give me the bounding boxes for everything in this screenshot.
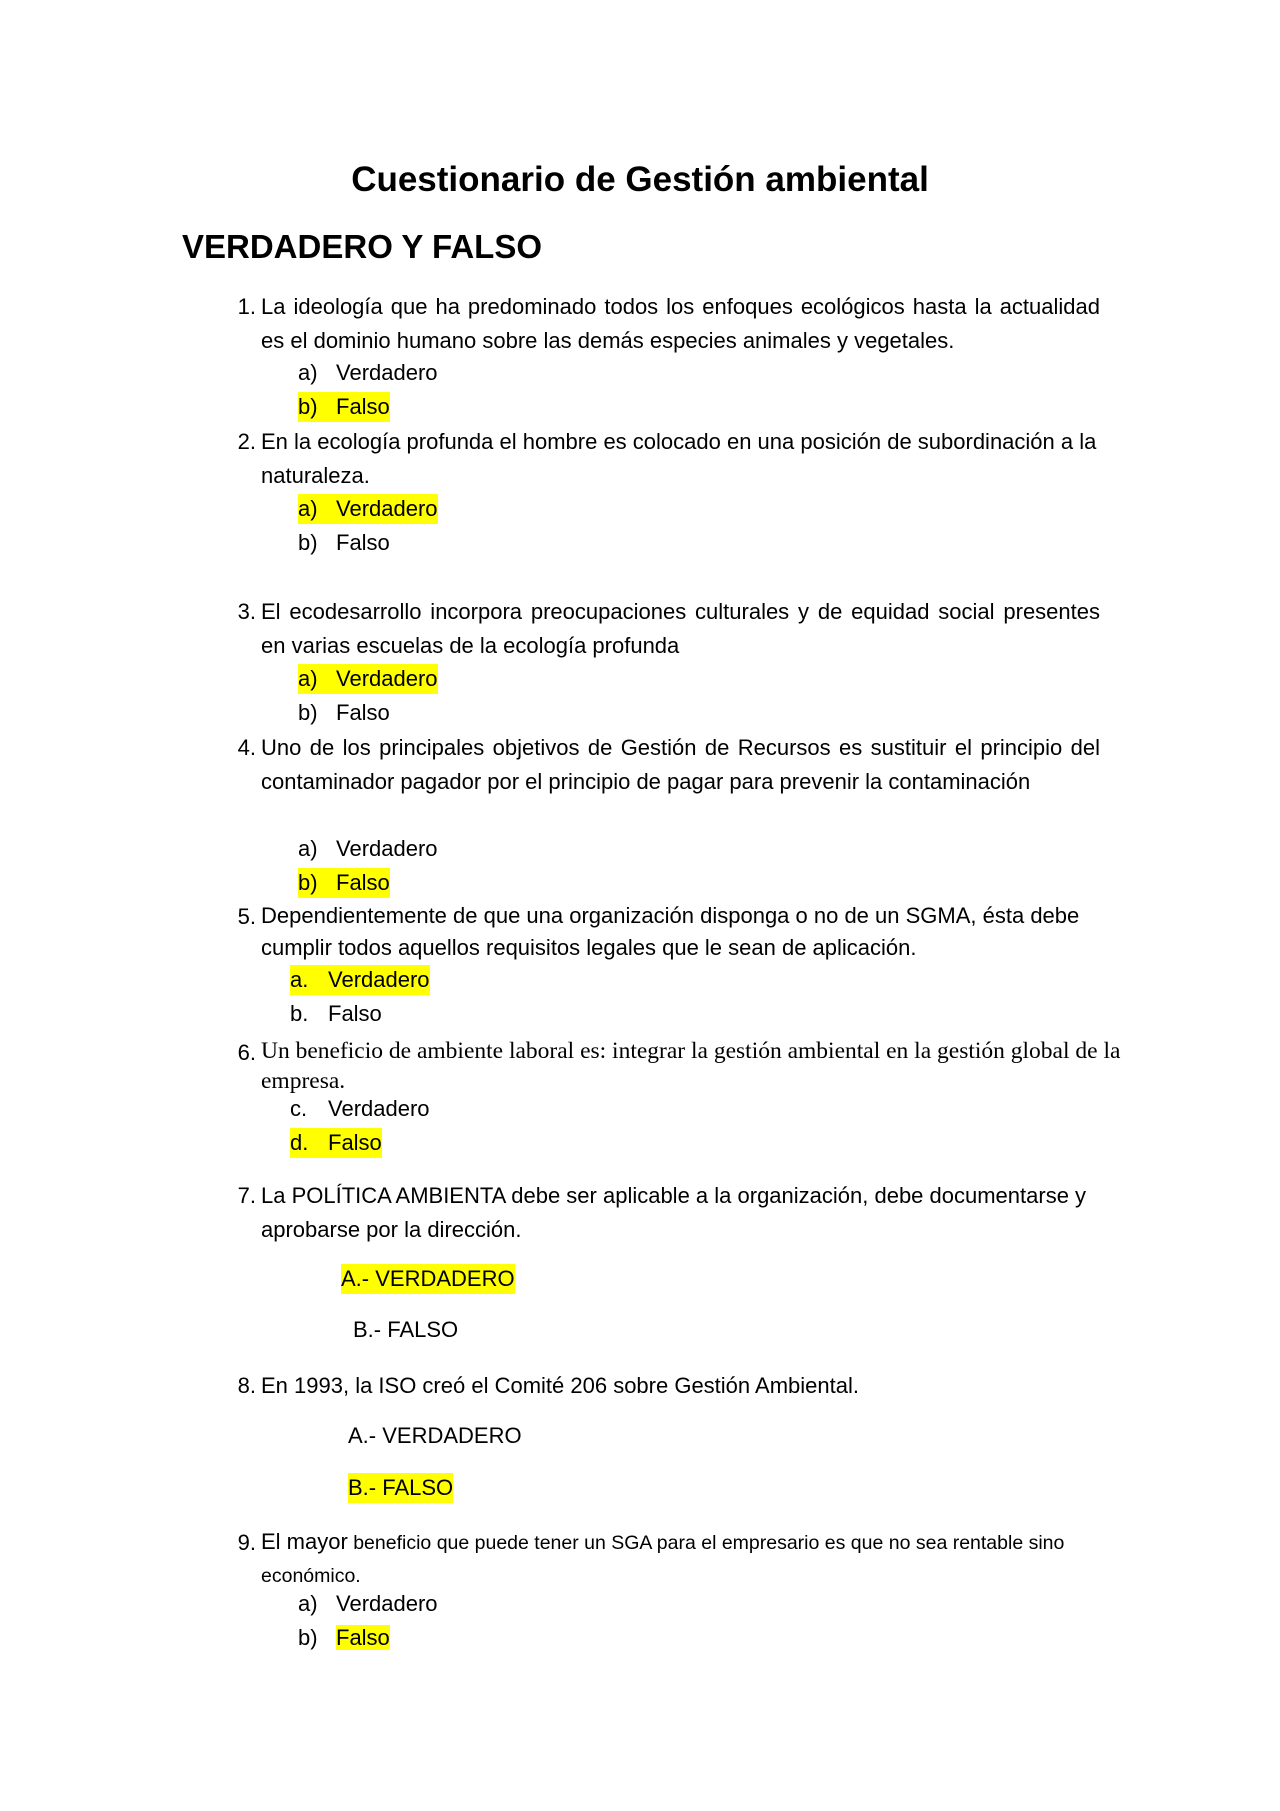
question-2 bbox=[222, 425, 1100, 493]
question-text: En la ecología profunda el hombre es colocado en una posición de subordinación a la naturaleza. bbox=[261, 429, 1097, 488]
page-title: Cuestionario de Gestión ambiental bbox=[351, 160, 929, 199]
question-6 bbox=[222, 1036, 1121, 1096]
option-4a bbox=[298, 834, 438, 864]
option-label: Falso bbox=[336, 870, 390, 895]
option-9b bbox=[298, 1623, 390, 1653]
option-label: Verdadero bbox=[328, 967, 430, 992]
option-label: Falso bbox=[328, 1130, 382, 1155]
option-marker: b) bbox=[298, 1625, 318, 1650]
option-marker: d. bbox=[290, 1130, 309, 1155]
option-3b bbox=[298, 698, 390, 728]
option-7a-highlighted: A.- VERDADERO bbox=[341, 1264, 515, 1294]
question-4 bbox=[222, 731, 1100, 799]
option-marker: a) bbox=[298, 496, 318, 521]
option-2a-highlighted bbox=[298, 494, 438, 524]
option-5a-highlighted bbox=[290, 965, 430, 995]
option-3a-highlighted bbox=[298, 664, 438, 694]
question-number: 1. bbox=[237, 294, 256, 319]
section-heading: VERDADERO Y FALSO bbox=[182, 228, 543, 265]
question-text-lead: El mayor bbox=[261, 1529, 348, 1554]
option-marker: b) bbox=[298, 394, 318, 419]
question-number: 4. bbox=[237, 735, 256, 760]
option-6c bbox=[290, 1094, 430, 1124]
option-9a bbox=[298, 1589, 438, 1619]
question-number: 6. bbox=[237, 1040, 256, 1065]
option-label: Falso bbox=[336, 530, 390, 555]
option-5b bbox=[290, 999, 382, 1029]
option-marker: b) bbox=[298, 870, 318, 895]
option-label: Verdadero bbox=[336, 360, 438, 385]
option-marker: a) bbox=[298, 666, 318, 691]
question-text: La POLÍTICA AMBIENTA debe ser aplicable a la organización, debe documentarse y aprobarse por la dirección. bbox=[261, 1183, 1087, 1242]
option-1b-highlighted bbox=[298, 392, 390, 422]
question-number: 5. bbox=[237, 904, 256, 929]
option-label: Verdadero bbox=[328, 1096, 430, 1121]
question-text: El ecodesarrollo incorpora preocupaciones culturales y de equidad social presentes en varias escuelas de la ecología profunda bbox=[261, 599, 1100, 658]
question-text-rest: beneficio que puede tener un SGA para el empresario es que no sea rentable sino económico. bbox=[261, 1532, 1065, 1587]
option-marker: a) bbox=[298, 1591, 318, 1616]
question-number: 9. bbox=[237, 1530, 256, 1555]
question-5 bbox=[222, 900, 1100, 964]
question-8 bbox=[222, 1369, 1100, 1403]
option-8a: A.- VERDADERO bbox=[348, 1423, 522, 1448]
option-marker: b) bbox=[298, 530, 318, 555]
option-1a bbox=[298, 358, 438, 388]
option-label: Verdadero bbox=[336, 666, 438, 691]
option-label-highlighted: Falso bbox=[336, 1625, 390, 1650]
question-9 bbox=[222, 1526, 1100, 1592]
option-marker: b. bbox=[290, 1001, 309, 1026]
question-text: Dependientemente de que una organización disponga o no de un SGMA, ésta debe cumplir todos aquellos requisitos legales que le sean de aplicación. bbox=[261, 903, 1080, 960]
option-marker: a) bbox=[298, 836, 318, 861]
question-number: 8. bbox=[237, 1373, 256, 1398]
question-text: En 1993, la ISO creó el Comité 206 sobre Gestión Ambiental. bbox=[261, 1373, 859, 1398]
question-text: Un beneficio de ambiente laboral es: integrar la gestión ambiental en la gestión global de la empresa. bbox=[261, 1038, 1121, 1094]
option-marker: a. bbox=[290, 967, 309, 992]
question-text: Uno de los principales objetivos de Gestión de Recursos es sustituir el principio del contaminador pagador por el principio de pagar para prevenir la contaminación bbox=[261, 735, 1100, 794]
question-text bbox=[261, 1526, 1100, 1592]
option-8b-highlighted: B.- FALSO bbox=[348, 1473, 453, 1503]
question-number: 7. bbox=[237, 1183, 256, 1208]
option-7b: B.- FALSO bbox=[353, 1317, 459, 1342]
option-label: Verdadero bbox=[336, 1591, 438, 1616]
option-marker: a) bbox=[298, 360, 318, 385]
option-4b-highlighted bbox=[298, 868, 390, 898]
question-1 bbox=[222, 290, 1100, 358]
option-label: Falso bbox=[328, 1001, 382, 1026]
option-label: Falso bbox=[336, 394, 390, 419]
option-marker: b) bbox=[298, 700, 318, 725]
option-2b bbox=[298, 528, 390, 558]
option-label: Verdadero bbox=[336, 496, 438, 521]
question-3 bbox=[222, 595, 1100, 663]
option-marker: c. bbox=[290, 1096, 308, 1121]
question-number: 3. bbox=[237, 599, 256, 624]
option-label: Falso bbox=[336, 700, 390, 725]
question-text: La ideología que ha predominado todos los enfoques ecológicos hasta la actualidad es el dominio humano sobre las demás especies animales y vegetales. bbox=[261, 294, 1100, 353]
option-label: Verdadero bbox=[336, 836, 438, 861]
question-number: 2. bbox=[237, 429, 256, 454]
option-6d-highlighted bbox=[290, 1128, 382, 1158]
question-7 bbox=[222, 1179, 1100, 1247]
